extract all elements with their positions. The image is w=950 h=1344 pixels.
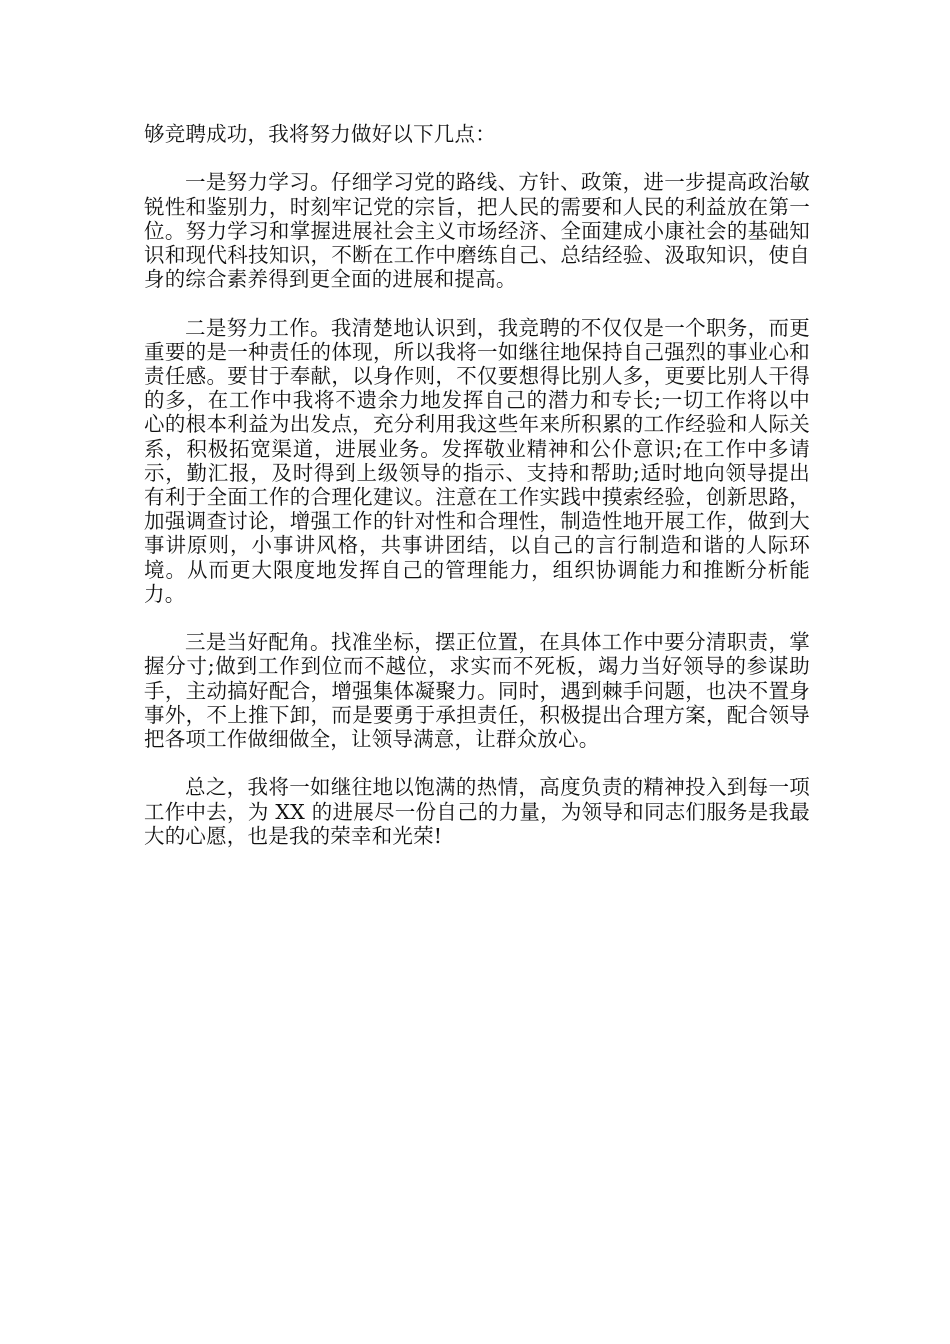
paragraph-conclusion: 总之，我将一如继往地以饱满的热情，高度负责的精神投入到每一项工作中去，为 XX 的进展尽一份自己的力量，为领导和同志们服务是我最大的心愿，也是我的荣幸和光荣!	[144, 775, 810, 848]
paragraph-point-3: 三是当好配角。找准坐标，摆正位置，在具体工作中要分清职责，掌握分寸;做到工作到位而不越位，求实而不死板，竭力当好领导的参谋助手，主动搞好配合，增强集体凝聚力。同时，遇到棘手问题，也决不置身事外，不上推下卸，而是要勇于承担责任，积极提出合理方案，配合领导把各项工作做细做全，让领导满意，让群众放心。	[144, 630, 810, 752]
paragraph-point-1: 一是努力学习。仔细学习党的路线、方针、政策，进一步提高政治敏锐性和鉴别力，时刻牢记党的宗旨，把人民的需要和人民的利益放在第一位。努力学习和掌握进展社会主义市场经济、全面建成小康社会的基础知识和现代科技知识，不断在工作中磨练自己、总结经验、汲取知识，使自身的综合素养得到更全面的进展和提高。	[144, 170, 810, 292]
paragraph-intro: 够竞聘成功，我将努力做好以下几点：	[144, 122, 496, 146]
paragraph-point-2: 二是努力工作。我清楚地认识到，我竞聘的不仅仅是一个职务，而更重要的是一种责任的体现，所以我将一如继往地保持自己强烈的事业心和责任感。要甘于奉献，以身作则，不仅要想得比别人多，更要比别人干得的多，在工作中我将不遗余力地发挥自己的潜力和专长;一切工作将以中心的根本利益为出发点，充分利用我这些年来所积累的工作经验和人际关系，积极拓宽渠道，进展业务。发挥敬业精神和公仆意识;在工作中多请示，勤汇报，及时得到上级领导的指示、支持和帮助;适时地向领导提出有利于全面工作的合理化建议。注意在工作实践中摸索经验，创新思路，加强调查讨论，增强工作的针对性和合理性，制造性地开展工作，做到大事讲原则，小事讲风格，共事讲团结，以自己的言行制造和谐的人际环境。从而更大限度地发挥自己的管理能力，组织协调能力和推断分析能力。	[144, 315, 810, 606]
document-body	[144, 122, 810, 872]
